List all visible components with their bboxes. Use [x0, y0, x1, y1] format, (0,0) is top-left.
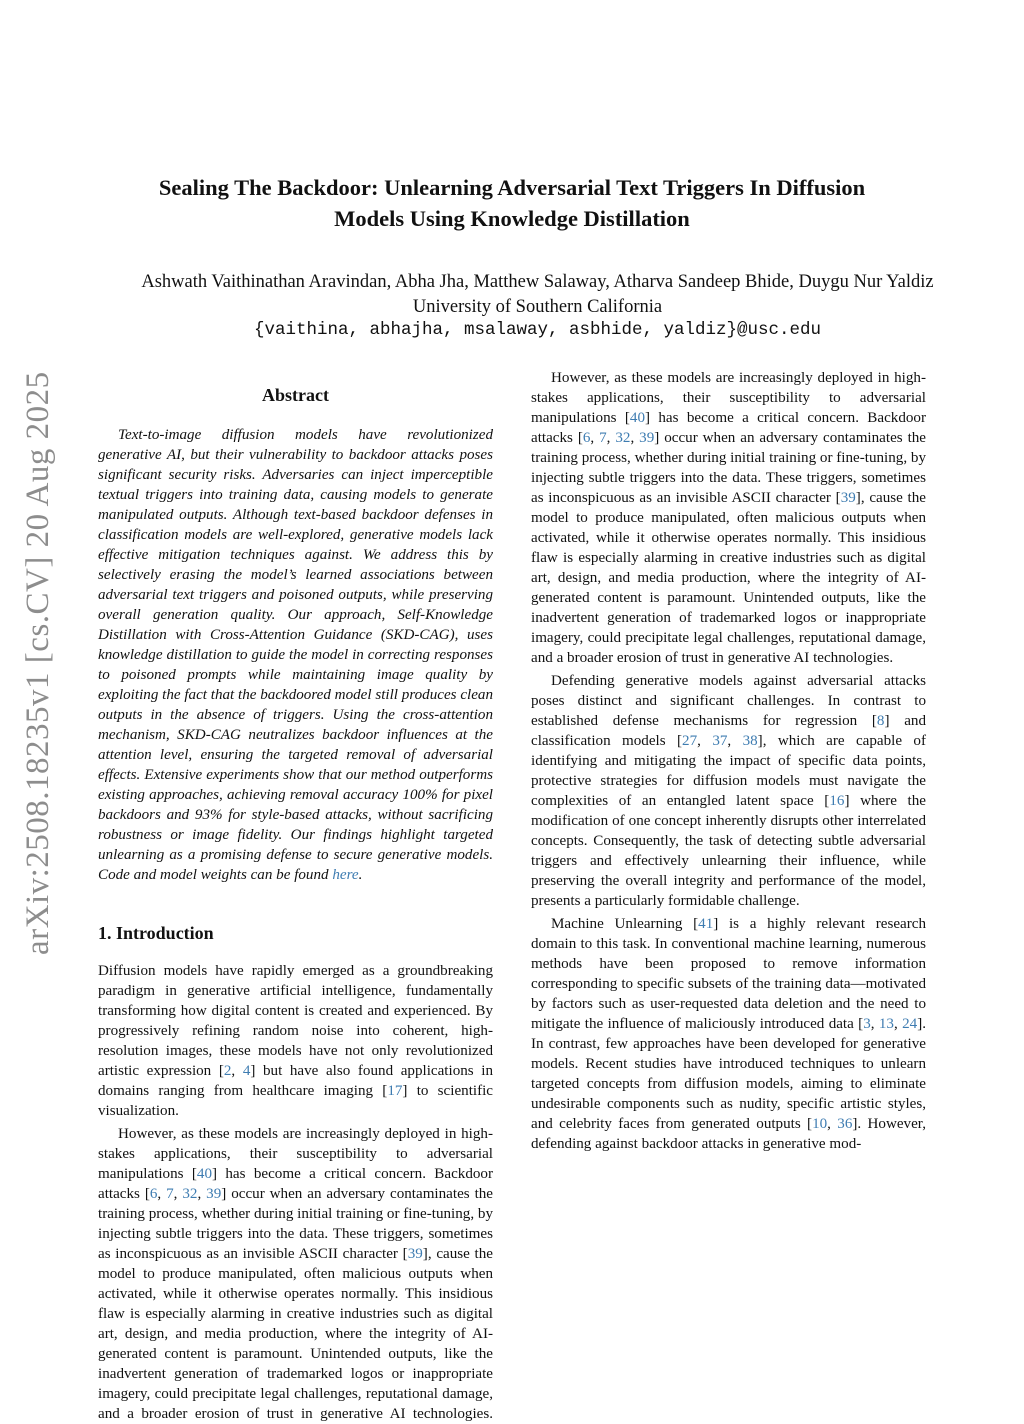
- citation-link[interactable]: 32: [615, 430, 631, 446]
- citation-link[interactable]: 4: [242, 1063, 251, 1079]
- affiliation: University of Southern California: [412, 297, 663, 317]
- paragraph-text: ,: [157, 1186, 167, 1202]
- author-emails: {vaithina, abhajha, msalaway, asbhide, yaldiz}@usc.edu: [253, 320, 822, 340]
- paragraph-text: ,: [870, 1016, 879, 1032]
- paragraph-text: ]. However, defending against backdoor attacks in generative mod-: [531, 1116, 926, 1152]
- code-link[interactable]: here: [332, 867, 359, 883]
- paragraph-text: ] occur when an adversary contaminates the training process, whether during initial training or fine-tuning, by injecting subtle triggers into the data. These triggers, sometimes as inconspicuous as an invisible ASCII character [: [531, 430, 927, 506]
- paragraph-text: ,: [893, 1016, 903, 1032]
- paragraph-text: ] to scientific visualization.: [98, 1083, 493, 1119]
- citation-link[interactable]: 39: [206, 1186, 222, 1202]
- paragraph-text: However, as these models are increasingly deployed in high-stakes applications, their susceptibility to adversarial manipulations [: [98, 1126, 493, 1182]
- citation-link[interactable]: 40: [629, 410, 645, 426]
- abstract-body: Text-to-image diffusion models have revolutionized generative AI, but their vulnerability to backdoor attacks poses significant security risks. Adversaries can inject imperceptible textual triggers into training data, causing models to generate manipulated outputs. Although text-based backdoor defenses in classification models are well-explored, generative models lack effective mitigation techniques against. We address this by selectively erasing the model’s learned associations between adversarial text triggers and poisoned outputs, while preserving overall generation quality. Our approach, Self-Knowledge Distillation with Cross-Attention Guidance (SKD-CAG), uses knowledge distillation to guide the model in correcting responses to poisoned prompts while maintaining image quality by exploiting the fact that the backdoored model still produces clean outputs in the absence of triggers. Using the cross-attention mechanism, SKD-CAG neutralizes backdoor influences at the attention level, ensuring the targeted removal of adversarial effects. Extensive experiments show that our method outperforms existing approaches, achieving removal accuracy 100% for pixel backdoors and 93% for style-based attacks, without sacrificing robustness or image fidelity. Our findings highlight targeted unlearning as a promising defense to secure generative models. Code and model weights can be found: [98, 427, 494, 883]
- citation-link[interactable]: 3: [863, 1016, 871, 1032]
- paragraph-text: ,: [697, 733, 713, 749]
- citation-link[interactable]: 36: [837, 1116, 853, 1132]
- abstract-text: [98, 425, 493, 885]
- paragraph-text: ,: [231, 1063, 243, 1079]
- paragraph-text: ] where the modification of one concept inherently disrupts other interrelated concepts. Consequently, the task of detecting subtle adversarial triggers and effectively unlearning their influence, while preserving the overall integrity and performance of the model, presents a particularly formidable challenge.: [531, 793, 926, 909]
- citation-link[interactable]: 17: [387, 1083, 403, 1099]
- paragraph-text: ] occur when an adversary contaminates the training process, whether during initial training or fine-tuning, by injecting subtle triggers into the data. These triggers, sometimes as inconspicuous as an invisible ASCII character [: [98, 1186, 494, 1262]
- citation-link[interactable]: 37: [712, 733, 728, 749]
- paragraph-text: ] is a highly relevant research domain to this task. In conventional machine learning, numerous methods have been proposed to remove information corresponding to specific subsets of the training data—motivated by factors such as user-requested data deletion and the need to mitigate the influence of maliciously introduced data [: [531, 916, 926, 1032]
- citation-link[interactable]: 32: [182, 1186, 198, 1202]
- intro-paragraph-4: [531, 914, 926, 1154]
- right-column: [531, 370, 927, 1154]
- introduction-heading: 1. Introduction: [98, 923, 214, 943]
- citation-link[interactable]: 6: [149, 1186, 158, 1202]
- paragraph-text: ]. In contrast, few approaches have been developed for generative models. Recent studies have introduced techniques to unlearn targeted concepts from diffusion models, aiming to eliminate undesirable components such as nudity, specific artistic styles, and celebrity faces from generated outputs [: [531, 1016, 926, 1132]
- paragraph-text: ,: [606, 430, 616, 446]
- paragraph-text: ], cause the model to produce manipulated, often malicious outputs when activated, while it otherwise operates normally. This insidious flaw is especially alarming in creative industries such as digital art, design, and media production, where the integrity of AI-generated content is paramount. Unintended outputs, like the inadvertent generation of trademarked logos or inappropriate imagery, could precipitate legal challenges, reputational damage, and a broader erosion of trust in generative AI technologies.: [98, 1246, 493, 1422]
- paragraph-text: ,: [727, 733, 743, 749]
- left-column: [98, 385, 494, 1422]
- intro-paragraph-1: [98, 961, 493, 1121]
- citation-link[interactable]: 8: [876, 713, 885, 729]
- citation-link[interactable]: 39: [840, 490, 856, 506]
- title-line-1: Sealing The Backdoor: Unlearning Adversarial Text Triggers In Diffusion: [158, 175, 866, 200]
- citation-link[interactable]: 40: [196, 1166, 212, 1182]
- paragraph-text: Defending generative models against adversarial attacks poses distinct and significant challenges. In contrast to established defense mechanisms for regression [: [531, 673, 926, 729]
- paragraph-text: ,: [197, 1186, 207, 1202]
- citation-link[interactable]: 7: [599, 430, 607, 446]
- paragraph-text: ], cause the model to produce manipulated, often malicious outputs when activated, while it otherwise operates normally. This insidious flaw is especially alarming in creative industries such as digital art, design, and media production, where the integrity of AI-generated content is paramount. Unintended outputs, like the inadvertent generation of trademarked logos or inappropriate imagery, could precipitate legal challenges, reputational damage, and a broader erosion of trust in generative AI technologies.: [531, 490, 926, 666]
- arxiv-identifier-stamp: arXiv:2508.18235v1 [cs.CV] 20 Aug 2025: [20, 371, 56, 955]
- citation-link[interactable]: 41: [698, 916, 714, 932]
- citation-link[interactable]: 16: [829, 793, 845, 809]
- citation-link[interactable]: 39: [407, 1246, 423, 1262]
- abstract-heading: Abstract: [262, 385, 329, 405]
- paragraph-text: ] has become a critical concern. Backdoor attacks [: [98, 1166, 493, 1202]
- paper-title: [112, 172, 912, 234]
- intro-paragraph-3: [531, 671, 926, 911]
- abstract-end: .: [358, 867, 363, 883]
- paragraph-text: Diffusion models have rapidly emerged as a groundbreaking paradigm in generative artificial intelligence, fundamentally transforming how digital content is created and experienced. By progressively refining random noise into coherent, high-resolution images, these models have not only revolutionized artistic expression [: [98, 963, 493, 1079]
- paragraph-text: However, as these models are increasingly deployed in high-stakes applications, their susceptibility to adversarial manipulations [: [531, 370, 926, 426]
- paragraph-text: ] has become a critical concern. Backdoor attacks [: [531, 410, 926, 446]
- paragraph-text: ], which are capable of identifying and mitigating the impact of specific data points, protective strategies for diffusion models must navigate the complexities of an entangled latent space [: [531, 733, 927, 809]
- citation-link[interactable]: 39: [639, 430, 655, 446]
- paragraph-text: ,: [630, 430, 640, 446]
- citation-link[interactable]: 10: [812, 1116, 828, 1132]
- citation-link[interactable]: 13: [878, 1016, 894, 1032]
- intro-paragraph-2-start: [98, 1124, 494, 1422]
- citation-link[interactable]: 24: [902, 1016, 918, 1032]
- author-list: Ashwath Vaithinathan Aravindan, Abha Jha, Matthew Salaway, Atharva Sandeep Bhide, Duygu Nur Yaldiz: [141, 272, 934, 292]
- paragraph-text: ] but have also found applications in domains ranging from healthcare imaging [: [98, 1063, 494, 1099]
- paragraph-text: ] and classification models [: [531, 713, 926, 749]
- intro-paragraph-2-cont: [531, 368, 926, 668]
- paragraph-text: ,: [173, 1186, 183, 1202]
- citation-link[interactable]: 2: [223, 1063, 232, 1079]
- citation-link[interactable]: 6: [582, 430, 591, 446]
- citation-link[interactable]: 38: [742, 733, 758, 749]
- paragraph-text: Machine Unlearning [: [551, 916, 699, 932]
- paragraph-text: ,: [590, 430, 600, 446]
- title-line-2: Models Using Knowledge Distillation: [334, 206, 690, 231]
- paragraph-text: ,: [827, 1116, 838, 1132]
- citation-link[interactable]: 27: [682, 733, 698, 749]
- citation-link[interactable]: 7: [166, 1186, 174, 1202]
